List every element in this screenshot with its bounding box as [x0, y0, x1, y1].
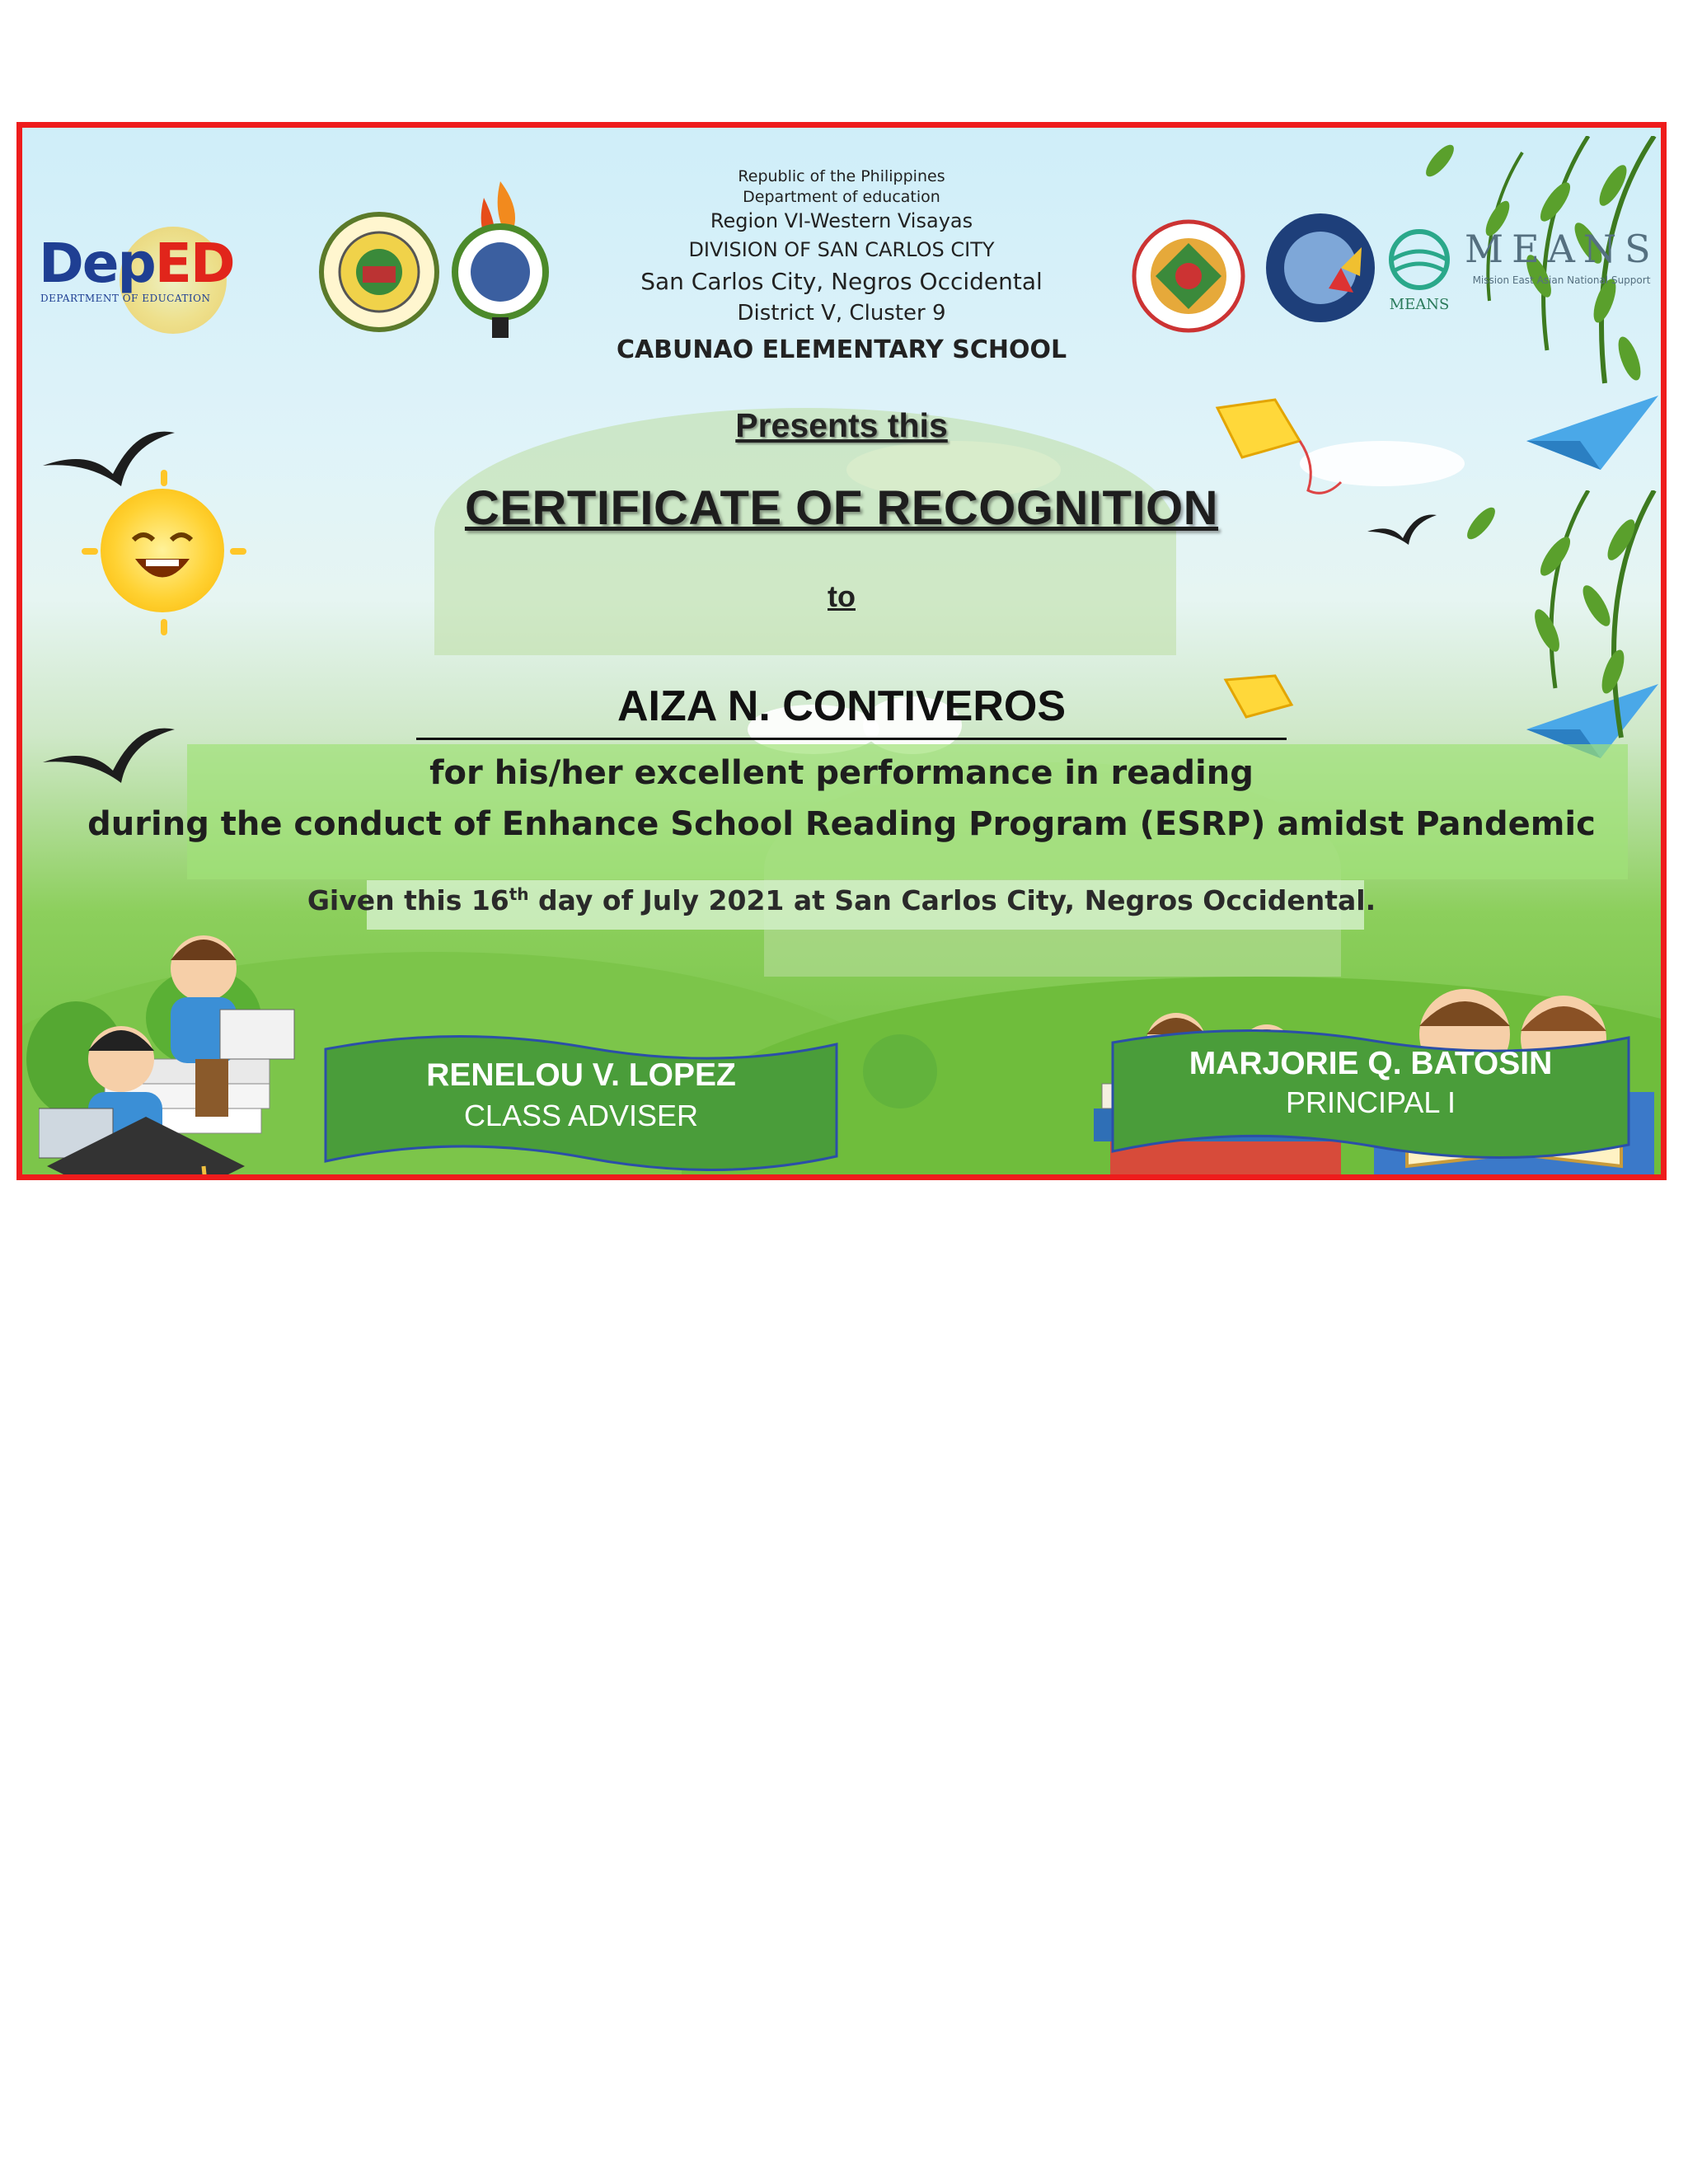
certificate — [16, 122, 1667, 1180]
description-line1: for his/her excellent performance in reading — [429, 754, 1254, 792]
principal-role: PRINCIPAL I — [1285, 1085, 1456, 1119]
adviser-role: CLASS ADVISER — [463, 1099, 699, 1132]
presents-text: Presents this — [735, 406, 948, 444]
means-logo-subtitle: Mission East Asian National Support — [1472, 274, 1651, 286]
given-suffix: day of July 2021 at San Carlos City, Negros Occidental. — [528, 884, 1376, 916]
deped-logo-dep: Dep — [39, 232, 155, 295]
header-city: San Carlos City, Negros Occidental — [640, 268, 1043, 295]
means-logo-text: MEANS — [1465, 227, 1659, 271]
graduation-cap-icon — [39, 1117, 253, 1180]
to-text: to — [828, 579, 856, 613]
header-republic: Republic of the Philippines — [738, 167, 945, 185]
certificate-title: CERTIFICATE OF RECOGNITION — [464, 481, 1219, 535]
given-date-text — [22, 884, 1661, 916]
header-department: Department of education — [743, 188, 940, 206]
given-prefix: Given this 16 — [307, 884, 509, 916]
sun-ray — [230, 548, 246, 555]
given-ordinal: th — [509, 884, 529, 904]
header-school: CABUNAO ELEMENTARY SCHOOL — [616, 335, 1067, 364]
header-district: District V, Cluster 9 — [737, 301, 946, 326]
sun-ray — [161, 619, 167, 635]
signatory-principal-banner — [1110, 1026, 1631, 1161]
bush — [863, 1034, 937, 1108]
deped-logo-ed: ED — [154, 232, 234, 295]
principal-name: MARJORIE Q. BATOSIN — [1189, 1046, 1553, 1081]
signatory-adviser-banner — [323, 1033, 839, 1171]
adviser-name: RENELOU V. LOPEZ — [426, 1057, 736, 1093]
certificate-background — [22, 128, 1661, 1174]
recipient-name: AIZA N. CONTIVEROS — [617, 682, 1067, 730]
sun-ray — [82, 548, 98, 555]
means-logo-small-text: MEANS — [1389, 296, 1450, 313]
header-division: DIVISION OF SAN CARLOS CITY — [688, 238, 995, 261]
recipient-underline — [416, 738, 1287, 740]
description-line2: during the conduct of Enhance School Reading Program (ESRP) amidst Pandemic — [87, 805, 1596, 843]
header-region: Region VI-Western Visayas — [710, 209, 973, 232]
deped-logo-subtitle: DEPARTMENT OF EDUCATION — [40, 293, 211, 304]
